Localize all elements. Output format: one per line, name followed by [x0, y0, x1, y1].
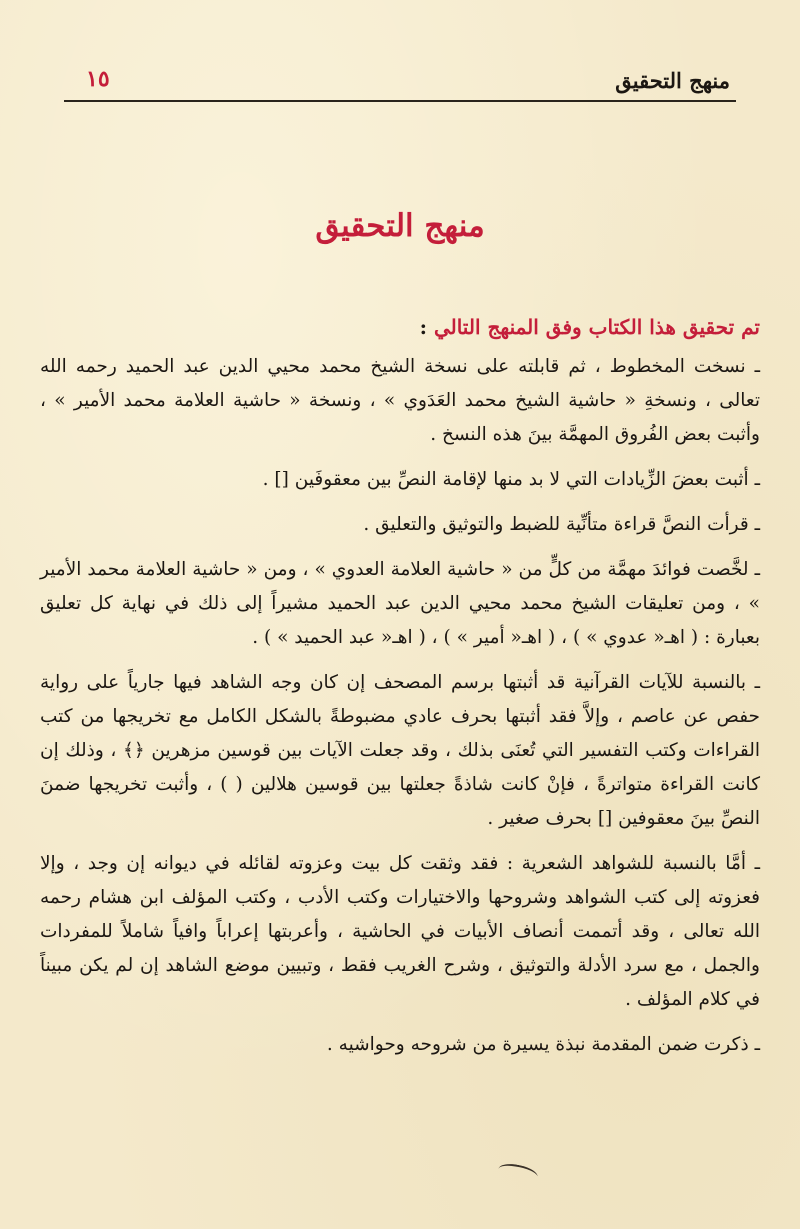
pen-mark [497, 1161, 539, 1185]
paragraph-manuscript-collation: ـ نسخت المخطوط ، ثم قابلته على نسخة الشيخ محمد محيي الدين عبد الحميد رحمه الله تعالى ، ونسخةِ « حاشية الشيخ محمد العَدَوي » ، ونسخة « حاشية العلامة محمد الأمير » ، وأثبت بعض الفُروق المهمَّة بينَ هذه النسخ . [40, 356, 760, 445]
intro-colon: : [419, 315, 434, 339]
methodology-list [40, 350, 760, 1073]
paragraph-careful-reading: ـ قرأت النصَّ قراءة متأنِّية للضبط والتوثيق والتعليق . [363, 514, 760, 535]
paragraph-additions: ـ أثبت بعضَ الزِّيادات التي لا بد منها لإقامة النصِّ بين معقوفَين [] . [262, 469, 760, 490]
running-title: منهج التحقيق [615, 68, 730, 93]
paragraph-poetic-evidence: ـ أمَّا بالنسبة للشواهد الشعرية : فقد وثقت كل بيت وعزوته لقائله في ديوانه إن وجد ، وإلا فعزوته إلى كتب الشواهد وشروحها والاختيارات وكتب الأدب ، وكتب المؤلف ابن هشام رحمه الله تعالى ، وقد أتممت أنصاف الأبيات في الحاشية ، وأعربتها إعراباً وافياً شاملاً للمفردات والجمل ، مع سرد الأدلة والتوثيق ، وشرح الغريب فقط ، وتبيين موضع الشاهد إن لم يكن مبيناً في كلام المؤلف . [40, 853, 760, 1010]
paragraph-quranic-verses: ـ بالنسبة للآيات القرآنية قد أثبتها برسم المصحف إن كان وجه الشاهد فيها جارياً على رواية حفص عن عاصم ، وإلاَّ فقد أثبتها بحرف عادي مضبوطةً بالشكل الكامل مع تخريجها من كتب القراءات وكتب التفسير التي تُعنَى بذلك ، وقد جعلت الآيات بين قوسين مزهرين ﴿﴾ ، وذلك إن كانت القراءة متواترةً ، فإنْ كانت شاذةً جعلتها بين قوسين هلالين ( ) ، وأثبت تخريجها ضمنَ النصِّ بينَ معقوفين [] بحرف صغير . [40, 672, 760, 829]
intro-line [40, 310, 760, 344]
intro-lead: تم تحقيق هذا الكتاب وفق المنهج التالي [433, 315, 760, 339]
paragraph-introduction-note: ـ ذكرت ضمن المقدمة نبذة يسيرة من شروحه وحواشيه . [326, 1034, 760, 1055]
page-number: ١٥ [86, 66, 110, 92]
chapter-title: منهج التحقيق [315, 208, 485, 244]
running-header [64, 60, 736, 102]
paragraph-summaries: ـ لخَّصت فوائدَ مهمَّة من كلٍّ من « حاشية العلامة العدوي » ، ومن « حاشية العلامة محمد الأمير » ، ومن تعليقات الشيخ محمد محيي الدين عبد الحميد مشيراً إلى ذلك في نهاية كل تعليق بعبارة : ( اهـ« عدوي » ) ، ( اهـ« أمير » ) ، ( اهـ« عبد الحميد » ) . [40, 559, 760, 648]
